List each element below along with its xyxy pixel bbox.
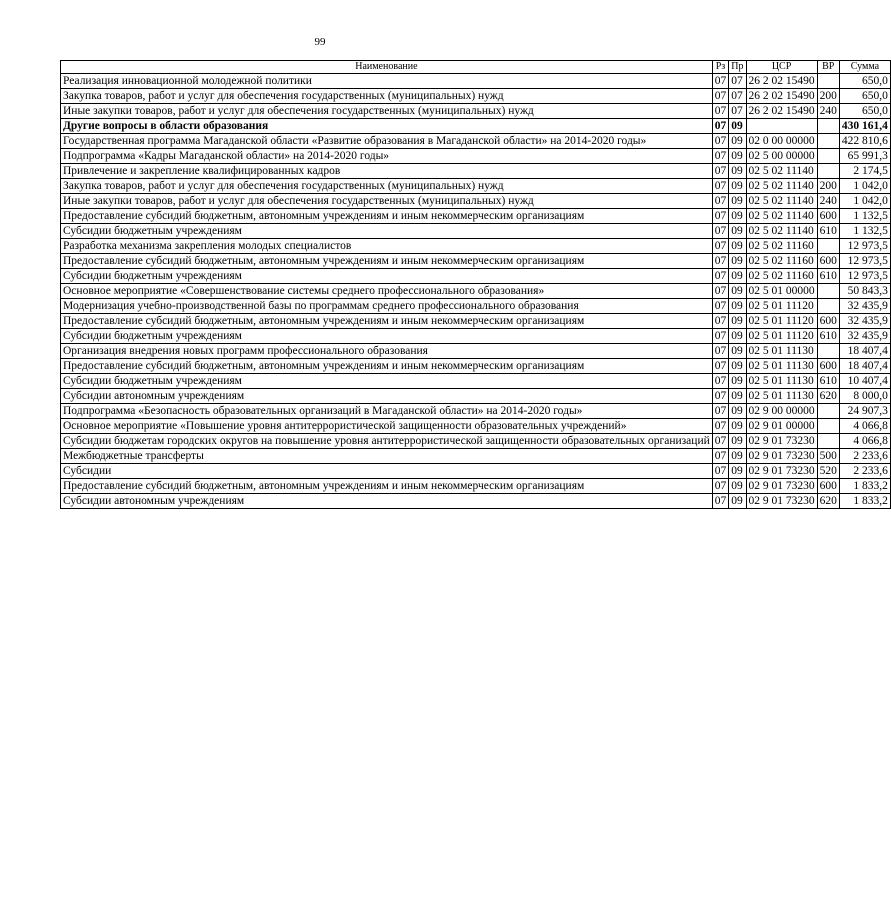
cell-name: Субсидии автономным учреждениям xyxy=(61,389,713,404)
table-row xyxy=(61,149,891,164)
cell-vr xyxy=(817,344,839,359)
cell-sum: 4 066,8 xyxy=(839,434,890,449)
cell-name: Основное мероприятие «Совершенствование системы среднего профессионального образования» xyxy=(61,284,713,299)
table-row xyxy=(61,179,891,194)
table-row xyxy=(61,239,891,254)
cell-name: Иные закупки товаров, работ и услуг для обеспечения государственных (муниципальных) нужд xyxy=(61,104,713,119)
header-rz: Рз xyxy=(712,61,729,74)
cell-sum: 1 042,0 xyxy=(839,194,890,209)
cell-sum: 422 810,6 xyxy=(839,134,890,149)
cell-pr: 09 xyxy=(729,374,746,389)
table-header-row xyxy=(61,61,891,74)
cell-vr: 610 xyxy=(817,374,839,389)
cell-rz: 07 xyxy=(712,269,729,284)
cell-pr: 07 xyxy=(729,89,746,104)
cell-sum: 1 833,2 xyxy=(839,479,890,494)
cell-pr: 09 xyxy=(729,224,746,239)
cell-sum: 2 233,6 xyxy=(839,464,890,479)
header-name: Наименование xyxy=(61,61,713,74)
cell-name: Предоставление субсидий бюджетным, автономным учреждениям и иным некоммерческим организациям xyxy=(61,314,713,329)
cell-name: Предоставление субсидий бюджетным, автономным учреждениям и иным некоммерческим организациям xyxy=(61,479,713,494)
table-row xyxy=(61,224,891,239)
cell-pr: 09 xyxy=(729,434,746,449)
cell-pr: 09 xyxy=(729,449,746,464)
cell-vr: 240 xyxy=(817,104,839,119)
cell-rz: 07 xyxy=(712,464,729,479)
cell-vr xyxy=(817,284,839,299)
table-row xyxy=(61,209,891,224)
cell-pr: 09 xyxy=(729,209,746,224)
cell-name: Модернизация учебно-производственной базы по программам среднего профессионального образования xyxy=(61,299,713,314)
cell-pr: 07 xyxy=(729,104,746,119)
cell-rz: 07 xyxy=(712,254,729,269)
cell-name: Государственная программа Магаданской области «Развитие образования в Магаданской области» на 2014-2020 годы» xyxy=(61,134,713,149)
cell-vr xyxy=(817,119,839,134)
cell-name: Другие вопросы в области образования xyxy=(61,119,713,134)
cell-pr: 09 xyxy=(729,479,746,494)
cell-csr: 02 5 00 00000 xyxy=(746,149,817,164)
cell-name: Субсидии бюджетам городских округов на повышение уровня антитеррористической защищенности образовательных организаций xyxy=(61,434,713,449)
cell-sum: 32 435,9 xyxy=(839,329,890,344)
table-row xyxy=(61,284,891,299)
cell-name: Субсидии xyxy=(61,464,713,479)
cell-vr: 620 xyxy=(817,389,839,404)
cell-sum: 650,0 xyxy=(839,74,890,89)
table-row xyxy=(61,104,891,119)
cell-pr: 09 xyxy=(729,284,746,299)
cell-name: Привлечение и закрепление квалифицированных кадров xyxy=(61,164,713,179)
cell-rz: 07 xyxy=(712,404,729,419)
cell-csr: 02 5 01 00000 xyxy=(746,284,817,299)
cell-vr: 610 xyxy=(817,329,839,344)
cell-name: Предоставление субсидий бюджетным, автономным учреждениям и иным некоммерческим организациям xyxy=(61,209,713,224)
cell-sum: 1 132,5 xyxy=(839,209,890,224)
cell-csr: 02 5 02 11140 xyxy=(746,164,817,179)
cell-name: Реализация инновационной молодежной политики xyxy=(61,74,713,89)
cell-vr: 600 xyxy=(817,359,839,374)
cell-name: Межбюджетные трансферты xyxy=(61,449,713,464)
cell-rz: 07 xyxy=(712,314,729,329)
cell-pr: 09 xyxy=(729,359,746,374)
cell-rz: 07 xyxy=(712,299,729,314)
cell-rz: 07 xyxy=(712,149,729,164)
cell-pr: 09 xyxy=(729,269,746,284)
cell-rz: 07 xyxy=(712,209,729,224)
page-number: 99 xyxy=(314,36,326,48)
cell-sum: 650,0 xyxy=(839,104,890,119)
header-csr: ЦСР xyxy=(746,61,817,74)
cell-vr: 600 xyxy=(817,314,839,329)
cell-vr xyxy=(817,164,839,179)
cell-csr: 02 5 01 11130 xyxy=(746,359,817,374)
cell-rz: 07 xyxy=(712,479,729,494)
cell-rz: 07 xyxy=(712,239,729,254)
budget-table xyxy=(60,60,891,509)
cell-csr: 02 9 01 73230 xyxy=(746,449,817,464)
cell-rz: 07 xyxy=(712,104,729,119)
table-row xyxy=(61,449,891,464)
cell-csr: 02 5 02 11160 xyxy=(746,254,817,269)
cell-sum: 50 843,3 xyxy=(839,284,890,299)
cell-sum: 32 435,9 xyxy=(839,299,890,314)
table-row xyxy=(61,359,891,374)
table-row xyxy=(61,464,891,479)
cell-sum: 1 833,2 xyxy=(839,494,890,509)
table-row xyxy=(61,89,891,104)
cell-pr: 09 xyxy=(729,464,746,479)
cell-pr: 09 xyxy=(729,179,746,194)
table-row xyxy=(61,389,891,404)
cell-vr: 610 xyxy=(817,269,839,284)
cell-pr: 09 xyxy=(729,119,746,134)
cell-pr: 09 xyxy=(729,194,746,209)
cell-sum: 18 407,4 xyxy=(839,359,890,374)
cell-csr: 02 9 01 73230 xyxy=(746,434,817,449)
cell-sum: 1 132,5 xyxy=(839,224,890,239)
cell-rz: 07 xyxy=(712,284,729,299)
table-row xyxy=(61,164,891,179)
cell-vr xyxy=(817,419,839,434)
cell-name: Основное мероприятие «Повышение уровня антитеррористической защищенности образовательных учреждений» xyxy=(61,419,713,434)
cell-csr: 26 2 02 15490 xyxy=(746,104,817,119)
table-row xyxy=(61,374,891,389)
cell-name: Субсидии автономным учреждениям xyxy=(61,494,713,509)
cell-sum: 24 907,3 xyxy=(839,404,890,419)
cell-csr: 02 5 02 11140 xyxy=(746,194,817,209)
header-pr: Пр xyxy=(729,61,746,74)
table-row xyxy=(61,434,891,449)
cell-sum: 2 233,6 xyxy=(839,449,890,464)
cell-name: Закупка товаров, работ и услуг для обеспечения государственных (муниципальных) нужд xyxy=(61,89,713,104)
cell-csr: 02 0 00 00000 xyxy=(746,134,817,149)
cell-sum: 10 407,4 xyxy=(839,374,890,389)
cell-pr: 09 xyxy=(729,239,746,254)
cell-vr: 500 xyxy=(817,449,839,464)
cell-name: Иные закупки товаров, работ и услуг для обеспечения государственных (муниципальных) нужд xyxy=(61,194,713,209)
cell-csr: 02 5 02 11160 xyxy=(746,269,817,284)
cell-name: Субсидии бюджетным учреждениям xyxy=(61,374,713,389)
cell-name: Подпрограмма «Безопасность образовательных организаций в Магаданской области» на 2014-2020 годы» xyxy=(61,404,713,419)
cell-sum: 8 000,0 xyxy=(839,389,890,404)
table-row xyxy=(61,329,891,344)
cell-csr: 02 9 01 00000 xyxy=(746,419,817,434)
cell-vr: 200 xyxy=(817,179,839,194)
header-vr: ВР xyxy=(817,61,839,74)
cell-rz: 07 xyxy=(712,419,729,434)
cell-csr: 02 5 01 11130 xyxy=(746,374,817,389)
cell-pr: 07 xyxy=(729,74,746,89)
cell-name: Разработка механизма закрепления молодых специалистов xyxy=(61,239,713,254)
table-row xyxy=(61,404,891,419)
cell-pr: 09 xyxy=(729,419,746,434)
cell-name: Субсидии бюджетным учреждениям xyxy=(61,329,713,344)
table-row xyxy=(61,314,891,329)
cell-sum: 2 174,5 xyxy=(839,164,890,179)
table-row xyxy=(61,419,891,434)
cell-vr xyxy=(817,134,839,149)
cell-pr: 09 xyxy=(729,329,746,344)
cell-vr: 610 xyxy=(817,224,839,239)
cell-rz: 07 xyxy=(712,89,729,104)
cell-csr: 02 5 01 11120 xyxy=(746,299,817,314)
cell-rz: 07 xyxy=(712,494,729,509)
table-row xyxy=(61,134,891,149)
table-row xyxy=(61,299,891,314)
cell-rz: 07 xyxy=(712,344,729,359)
cell-sum: 32 435,9 xyxy=(839,314,890,329)
cell-sum: 650,0 xyxy=(839,89,890,104)
cell-rz: 07 xyxy=(712,224,729,239)
cell-vr xyxy=(817,74,839,89)
cell-vr: 600 xyxy=(817,479,839,494)
cell-vr xyxy=(817,404,839,419)
cell-sum: 12 973,5 xyxy=(839,269,890,284)
cell-sum: 12 973,5 xyxy=(839,239,890,254)
table-row xyxy=(61,344,891,359)
cell-name: Предоставление субсидий бюджетным, автономным учреждениям и иным некоммерческим организациям xyxy=(61,254,713,269)
cell-csr: 02 5 02 11160 xyxy=(746,239,817,254)
cell-csr: 02 9 00 00000 xyxy=(746,404,817,419)
cell-name: Организация внедрения новых программ профессионального образования xyxy=(61,344,713,359)
cell-vr: 620 xyxy=(817,494,839,509)
cell-sum: 18 407,4 xyxy=(839,344,890,359)
cell-rz: 07 xyxy=(712,164,729,179)
cell-pr: 09 xyxy=(729,314,746,329)
cell-pr: 09 xyxy=(729,299,746,314)
cell-rz: 07 xyxy=(712,194,729,209)
table-row xyxy=(61,254,891,269)
cell-rz: 07 xyxy=(712,179,729,194)
cell-sum: 1 042,0 xyxy=(839,179,890,194)
cell-vr: 240 xyxy=(817,194,839,209)
cell-csr: 02 5 01 11130 xyxy=(746,389,817,404)
cell-csr: 02 5 01 11120 xyxy=(746,329,817,344)
table-row xyxy=(61,479,891,494)
table-row xyxy=(61,119,891,134)
table-row xyxy=(61,74,891,89)
cell-vr xyxy=(817,149,839,164)
cell-vr: 520 xyxy=(817,464,839,479)
cell-pr: 09 xyxy=(729,164,746,179)
table-row xyxy=(61,494,891,509)
cell-sum: 4 066,8 xyxy=(839,419,890,434)
cell-name: Подпрограмма «Кадры Магаданской области» на 2014-2020 годы» xyxy=(61,149,713,164)
cell-csr: 26 2 02 15490 xyxy=(746,74,817,89)
cell-pr: 09 xyxy=(729,389,746,404)
cell-sum: 65 991,3 xyxy=(839,149,890,164)
cell-vr: 600 xyxy=(817,209,839,224)
cell-pr: 09 xyxy=(729,494,746,509)
cell-vr xyxy=(817,434,839,449)
cell-name: Субсидии бюджетным учреждениям xyxy=(61,269,713,284)
cell-csr: 02 5 02 11140 xyxy=(746,224,817,239)
cell-pr: 09 xyxy=(729,134,746,149)
cell-rz: 07 xyxy=(712,134,729,149)
cell-rz: 07 xyxy=(712,389,729,404)
cell-rz: 07 xyxy=(712,434,729,449)
cell-rz: 07 xyxy=(712,359,729,374)
cell-name: Закупка товаров, работ и услуг для обеспечения государственных (муниципальных) нужд xyxy=(61,179,713,194)
cell-csr: 02 9 01 73230 xyxy=(746,494,817,509)
cell-csr: 02 5 01 11120 xyxy=(746,314,817,329)
table-row xyxy=(61,194,891,209)
cell-pr: 09 xyxy=(729,404,746,419)
cell-pr: 09 xyxy=(729,344,746,359)
cell-csr: 02 5 02 11140 xyxy=(746,179,817,194)
cell-csr xyxy=(746,119,817,134)
cell-csr: 02 9 01 73230 xyxy=(746,464,817,479)
cell-vr xyxy=(817,239,839,254)
cell-csr: 02 9 01 73230 xyxy=(746,479,817,494)
cell-csr: 26 2 02 15490 xyxy=(746,89,817,104)
cell-sum: 12 973,5 xyxy=(839,254,890,269)
table-row xyxy=(61,269,891,284)
cell-pr: 09 xyxy=(729,149,746,164)
cell-name: Субсидии бюджетным учреждениям xyxy=(61,224,713,239)
cell-vr: 200 xyxy=(817,89,839,104)
cell-rz: 07 xyxy=(712,74,729,89)
header-sum: Сумма xyxy=(839,61,890,74)
cell-vr xyxy=(817,299,839,314)
cell-csr: 02 5 01 11130 xyxy=(746,344,817,359)
cell-pr: 09 xyxy=(729,254,746,269)
cell-sum: 430 161,4 xyxy=(839,119,890,134)
cell-csr: 02 5 02 11140 xyxy=(746,209,817,224)
cell-name: Предоставление субсидий бюджетным, автономным учреждениям и иным некоммерческим организациям xyxy=(61,359,713,374)
cell-vr: 600 xyxy=(817,254,839,269)
cell-rz: 07 xyxy=(712,449,729,464)
cell-rz: 07 xyxy=(712,374,729,389)
cell-rz: 07 xyxy=(712,329,729,344)
cell-rz: 07 xyxy=(712,119,729,134)
